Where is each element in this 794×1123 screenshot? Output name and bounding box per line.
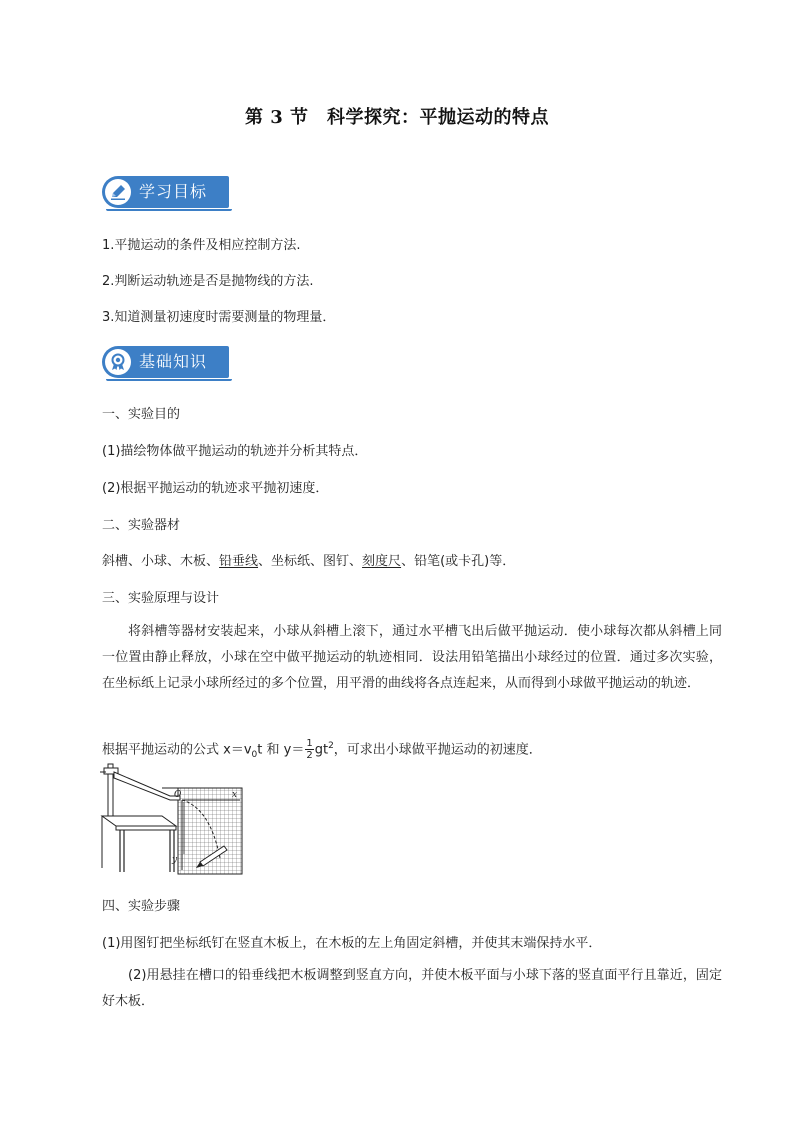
materials-plumb-line: 铅垂线: [219, 554, 259, 569]
principle-paragraph: 将斜槽等器材安装起来，小球从斜槽上滚下，通过水平槽飞出后做平抛运动．使小球每次都从斜槽上同一位置由静止释放，小球在空中做平抛运动的轨迹相同．设法用铅笔描出小球经过的位置．通过多次实验，在坐标纸上记录小球所经过的多个位置，用平滑的曲线将各点连起来，从而得到小球做平抛运动的轨迹．: [102, 624, 722, 691]
goal-item-1: 1.平抛运动的条件及相应控制方法.: [102, 238, 301, 253]
pencil-icon: [105, 179, 131, 205]
purpose-item-2: (2)根据平抛运动的轨迹求平抛初速度．: [102, 481, 329, 496]
inclined-slot: [114, 772, 180, 800]
formula-text: 根据平抛运动的公式 x＝v: [102, 742, 252, 758]
purpose-item-1: (1)描绘物体做平抛运动的轨迹并分析其特点．: [102, 444, 368, 459]
goal-item-2: 2.判断运动轨迹是否是抛物线的方法.: [102, 274, 314, 289]
formula-text: gt: [314, 742, 329, 758]
formula-text: t 和 y＝: [257, 742, 305, 758]
apparatus-diagram: [100, 758, 245, 876]
step-1: (1)用图钉把坐标纸钉在竖直木板上，在木板的左上角固定斜槽，并使其末端保持水平．: [102, 936, 602, 951]
heading-purpose: 一、实验目的: [102, 407, 181, 422]
formula-sub: 0: [251, 749, 258, 760]
table-top: [102, 816, 176, 826]
badge-label: 基础知识: [139, 352, 208, 371]
x-label: x: [232, 790, 238, 800]
y-label: y: [172, 855, 178, 865]
materials-text: 斜槽、小球、木板、: [102, 554, 220, 569]
badge-label: 学习目标: [139, 182, 208, 201]
section-badge-basic-knowledge: [102, 346, 229, 378]
materials-text: 、铅笔(或卡孔)等．: [401, 554, 516, 569]
heading-principle: 三、实验原理与设计: [102, 591, 220, 606]
fraction-numerator: 1: [306, 738, 313, 750]
origin-label: O: [174, 790, 182, 800]
section-badge-learning-goals: [102, 176, 229, 208]
medal-icon: [105, 349, 131, 375]
materials-ruler: 刻度尺: [362, 554, 402, 569]
materials-list: [102, 550, 515, 569]
step-2: (2)用悬挂在槽口的铅垂线把木板调整到竖直方向，并使木板平面与小球下落的竖直面平行且靠近，固定好木板．: [102, 968, 722, 1009]
formula-sup: 2: [328, 741, 334, 751]
heading-materials: 二、实验器材: [102, 518, 181, 533]
fraction-denominator: 2: [306, 750, 313, 762]
page-title: 第 3 节 科学探究：平抛运动的特点: [244, 107, 550, 128]
goal-item-3: 3.知道测量初速度时需要测量的物理量．: [102, 310, 336, 325]
fraction-one-half: [305, 738, 313, 761]
formula-text: ，可求出小球做平抛运动的初速度．: [333, 742, 542, 758]
heading-steps: 四、实验步骤: [102, 899, 181, 914]
apparatus-figure: [100, 758, 245, 880]
materials-text: 、坐标纸、图钉、: [258, 554, 363, 569]
